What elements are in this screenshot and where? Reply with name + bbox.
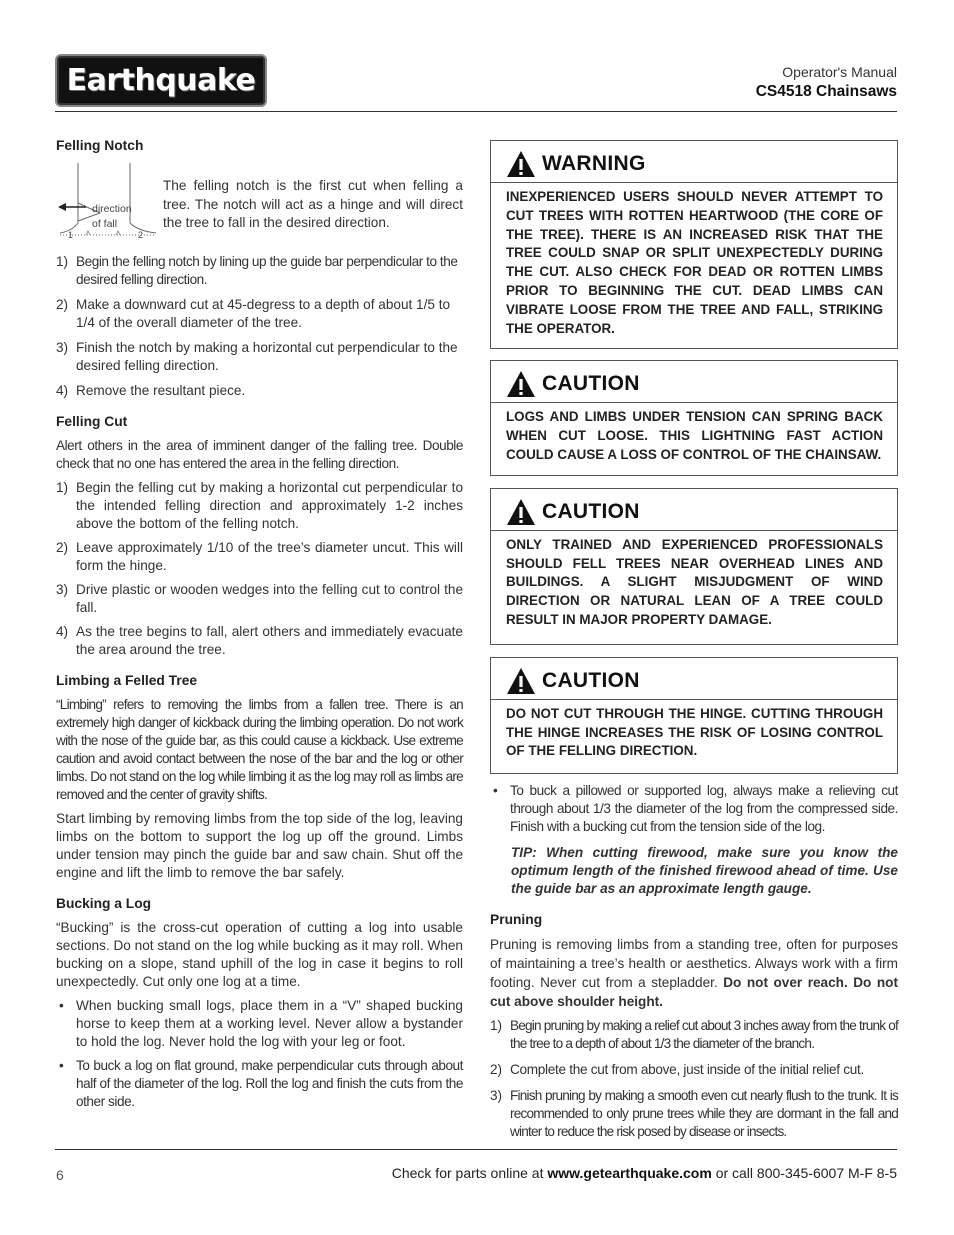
section-title-bucking: Bucking a Log (56, 896, 152, 911)
warning-text: INEXPERIENCED USERS SHOULD NEVER ATTEMPT TO CUT TREES WITH ROTTEN HEARTWOOD (THE CORE OF THE TREE). THERE IS AN INCREASED RISK THAT THE TREE COULD SNAP OR SPLIT UNEXPECTEDLY DURING THE CUT. ALSO CHECK FOR DEAD OR ROTTEN LIMBS PRIOR TO BEGINNING THE CUT. DEAD LIMBS CAN VIBRATE LOOSE FROM THE TREE AND FALL, STRIKING THE OPERATOR. (506, 189, 883, 336)
list-item: • To buck a pillowed or supported log, always make a relieving cut through about 1/3 the diameter of the log from the compressed side. Finish with a bucking cut from the tension side of the log. (493, 783, 898, 835)
pruning-steps (490, 1017, 898, 1141)
caution-box-3 (490, 657, 898, 774)
warning-box (490, 140, 898, 349)
list-item: 3) Finish pruning by making a smooth even cut nearly flush to the trunk. It is recommended to only prune trees while they are dormant in the fall and winter to reduce the risk posed by disease or insects. (490, 1088, 898, 1140)
felling-notch-steps (56, 253, 463, 400)
caution-text: ONLY TRAINED AND EXPERIENCED PROFESSIONALS SHOULD FELL TREES NEAR OVERHEAD LINES AND BUILDINGS. A SLIGHT MISJUDGMENT OF WIND DIRECTION OR NATURAL LEAN OF A TREE COULD RESULT IN MAJOR PROPERTY DAMAGE. (506, 536, 883, 627)
caution-box-2 (490, 488, 898, 645)
limbing-paragraph-1: “Limbing” refers to removing the limbs from a fallen tree. There is an extremely high danger of kickback during the limbing operation. Do not work with the nose of the guide bar, as this could cause a kickback. Use extreme caution and avoid contact between the nose of the bar and the log or other limbs. Do not stand on the log while limbing it as the log may roll as limbs are removed and the center of gravity shifts. (56, 697, 463, 802)
list-item: 2) Leave approximately 1/10 of the tree’s diameter uncut. This will form the hinge. (56, 540, 463, 573)
header-divider (55, 111, 897, 112)
diagram-mark-1: 1 (68, 230, 74, 240)
caution-text: DO NOT CUT THROUGH THE HINGE. CUTTING THROUGH THE HINGE INCREASES THE RISK OF LOSING CONTROL OF THE FELLING DIRECTION. (506, 705, 883, 759)
earthquake-logo (55, 54, 267, 107)
left-column (56, 138, 463, 1111)
section-title-pruning: Pruning (490, 912, 543, 928)
header-info (756, 64, 897, 101)
right-column (490, 140, 898, 1141)
logo-text: Earthquake (66, 63, 256, 98)
warning-triangle-icon (506, 498, 536, 526)
section-title-limbing: Limbing a Felled Tree (56, 673, 198, 688)
website-link[interactable]: www.getearthquake.com (547, 1165, 712, 1181)
model-label: CS4518 Chainsaws (755, 83, 897, 100)
list-item: 3) Finish the notch by making a horizontal cut perpendicular to the desired felling direction. (56, 340, 458, 373)
footer-contact: Check for parts online at www.getearthquake.com or call 800-345-6007 M-F 8-5 (391, 1165, 897, 1181)
list-item: 2) Complete the cut from above, just inside of the initial relief cut. (490, 1062, 864, 1078)
warning-title: WARNING (542, 152, 646, 175)
diagram-label-direction: direction (92, 203, 132, 215)
warning-triangle-icon (506, 150, 536, 178)
list-item: 4) Remove the resultant piece. (56, 383, 246, 398)
list-item: 3) Drive plastic or wooden wedges into the felling cut to control the fall. (56, 582, 463, 615)
felling-notch-diagram (56, 161, 160, 241)
section-title-felling-cut: Felling Cut (56, 414, 128, 429)
caution-title: CAUTION (542, 668, 640, 692)
caution-title: CAUTION (542, 499, 640, 523)
felling-notch-intro (56, 161, 463, 241)
bucking-bullets-continued (490, 782, 898, 836)
list-item: 4) As the tree begins to fall, alert others and immediately evacuate the area around the tree. (56, 624, 463, 657)
felling-cut-steps (56, 479, 463, 659)
caution-text: LOGS AND LIMBS UNDER TENSION CAN SPRING BACK WHEN CUT LOOSE. THIS LIGHTNING FAST ACTION COULD CAUSE A LOSS OF CONTROL OF THE CHAINSAW. (506, 409, 883, 462)
diagram-label-of-fall: of fall (92, 218, 118, 230)
manual-label: Operator's Manual (782, 64, 897, 80)
limbing-paragraph-2: Start limbing by removing limbs from the top side of the log, leaving limbs on the bottom to support the log up off the ground. Limbs under tension may pinch the guide bar and saw chain. Shut off the engine and lift the limb to remove the bar safely. (56, 811, 463, 880)
caution-title: CAUTION (542, 372, 640, 396)
list-item: 2) Make a downward cut at 45-degress to a depth of about 1/5 to 1/4 of the overall diameter of the tree. (56, 297, 451, 330)
bucking-bullets (56, 997, 463, 1111)
warning-triangle-icon (506, 370, 536, 398)
list-item: 1) Begin the felling notch by lining up the guide bar perpendicular to the desired felling direction. (56, 254, 458, 287)
pruning-intro: Pruning is removing limbs from a standing tree, often for purposes of maintaining a tree’s health or aesthetics. Always work with a firm footing. Never cut from a stepladder. Do not over reach. Do not cut above shoulder height. (490, 937, 898, 1010)
firewood-tip: TIP: When cutting firewood, make sure you know the optimum length of the finished firewood ahead of time. Use the guide bar as an approximate length gauge. (511, 845, 898, 897)
page-number: 6 (56, 1167, 64, 1183)
list-item: • When bucking small logs, place them in a “V” shaped bucking horse to keep them at a working level. Never allow a bystander to hold the log. Never hold the log with your leg or foot. (59, 998, 463, 1049)
caution-box-1 (490, 360, 898, 475)
bucking-paragraph: “Bucking” is the cross-cut operation of cutting a log into usable sections. Do not stand on the log while bucking as it may roll. When bucking on a slope, stand uphill of the log in case it begins to roll unexpectedly. Cut only one log at a time. (56, 920, 463, 989)
felling-notch-intro-text: The felling notch is the first cut when felling a tree. The notch will act as a hinge and will direct the tree to fall in the desired direction. (163, 178, 463, 230)
list-item: • To buck a log on flat ground, make perpendicular cuts through about half of the diameter of the log. Roll the log and finish the cuts from the other side. (59, 1058, 463, 1109)
section-title-felling-notch: Felling Notch (56, 138, 144, 153)
felling-cut-intro: Alert others in the area of imminent danger of the falling tree. Double check that no one has entered the area in the felling direction. (56, 438, 463, 471)
list-item: 1) Begin the felling cut by making a horizontal cut perpendicular to the intended felling direction and approximately 1-2 inches above the bottom of the felling notch. (56, 480, 463, 531)
diagram-mark-2: 2 (138, 230, 144, 240)
footer-divider (55, 1149, 897, 1150)
list-item: 1) Begin pruning by making a relief cut about 3 inches away from the trunk of the tree to a depth of about 1/3 the diameter of the branch. (490, 1018, 898, 1052)
warning-triangle-icon (506, 667, 536, 695)
